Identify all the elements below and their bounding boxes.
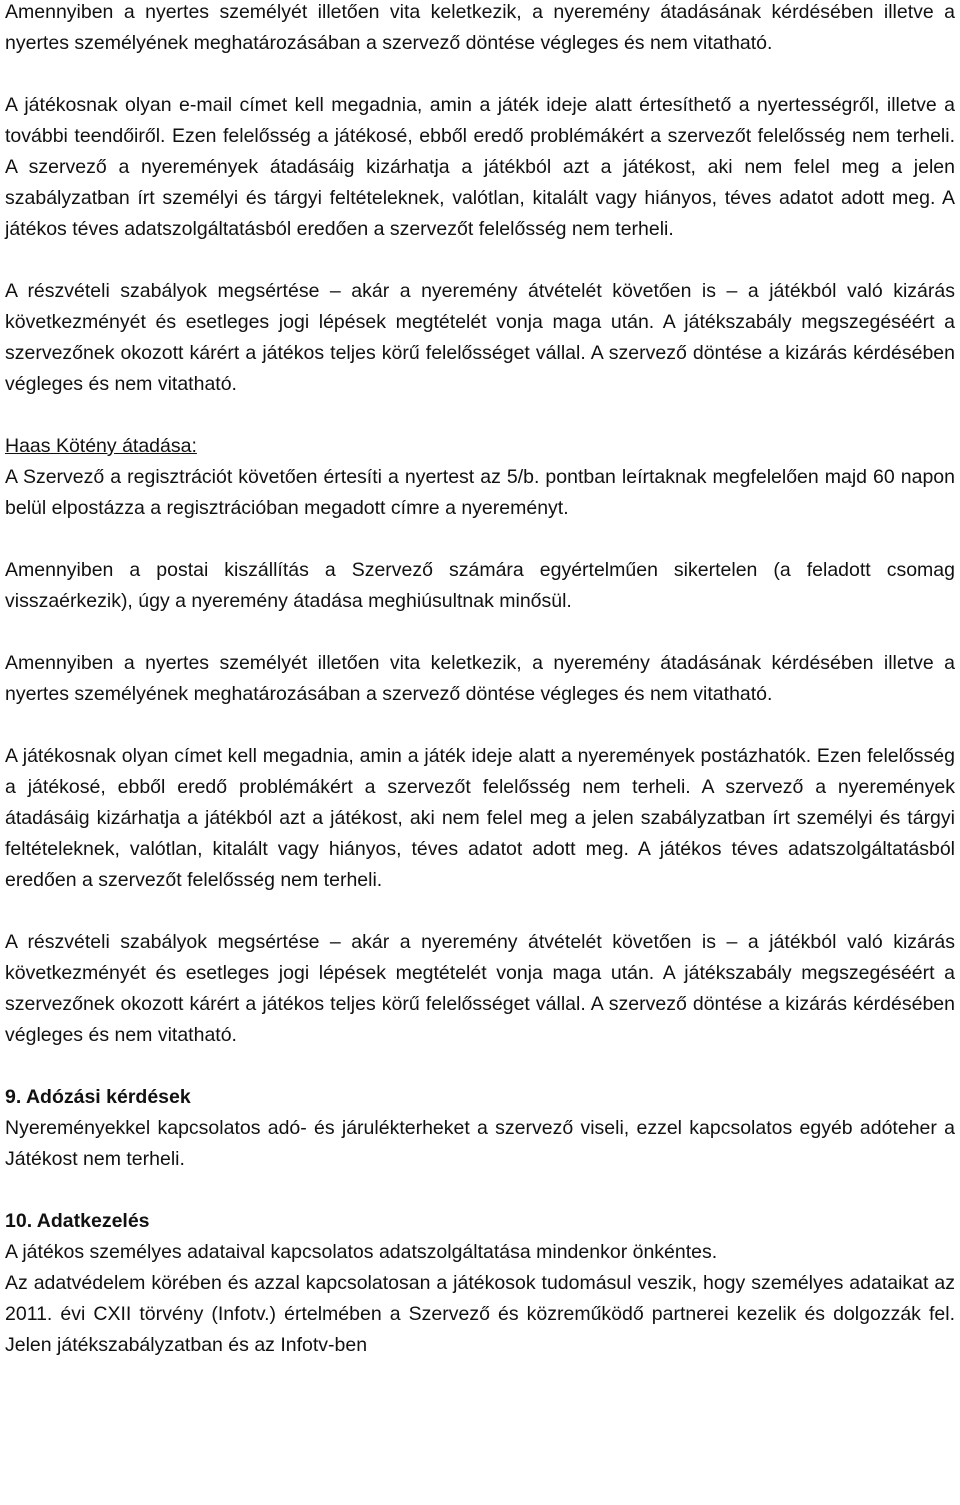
paragraph-organizer-notifies: A Szervező a regisztrációt követően értesíti a nyertest az 5/b. pontban leírtaknak megfelelően majd 60 napon belül elpostázza a regisztrációban megadott címre a nyereményt. — [5, 466, 955, 519]
spacer — [5, 245, 955, 276]
heading-haas-apron-delivery: Haas Kötény átadása: — [5, 435, 197, 457]
spacer — [5, 1051, 955, 1082]
paragraph-data-protection: Az adatvédelem körében és azzal kapcsolatosan a játékosok tudomásul veszik, hogy személyes adataikat az 2011. évi CXII törvény (Infotv.) értelmében a Szervező és közreműködő partnerei kezelik és dolgozzák fel. Jelen játékszabályzatban és az Infotv-ben — [5, 1272, 955, 1356]
paragraph-tax: Nyereményekkel kapcsolatos adó- és járulékterheket a szervező viseli, ezzel kapcsolatos egyéb adóteher a Játékost nem terheli. — [5, 1117, 955, 1170]
document-page — [5, 0, 955, 1361]
spacer — [5, 1175, 955, 1206]
spacer — [5, 59, 955, 90]
paragraph-rules-violation-2: A részvételi szabályok megsértése – akár a nyeremény átvételét követően is – a játékból való kizárás következményét és esetleges jogi lépések megtételét vonja maga után. A játékszabály megszegéséért a szervezőnek okozott kárért a játékos teljes körű felelősséget vállal. A szervező döntése a kizárás kérdésében végleges és nem vitatható. — [5, 931, 955, 1046]
paragraph-email-address: A játékosnak olyan e-mail címet kell megadnia, amin a játék ideje alatt értesíthető a nyertességről, illetve a további teendőiről. Ezen felelősség a játékosé, ebből eredő problémákért a szervezőt felelősség nem terheli. A szervező a nyeremények átadásáig kizárhatja a játékból azt a játékost, aki nem felel meg a jelen szabályzatban írt személyi és tárgyi feltételeknek, valótlan, kitalált vagy hiányos, téves adatot adott meg. A játékos téves adatszolgáltatásból eredően a szervezőt felelősség nem terheli. — [5, 94, 955, 240]
section-heading-tax: 9. Adózási kérdések — [5, 1086, 191, 1108]
paragraph-dispute-2: Amennyiben a nyertes személyét illetően vita keletkezik, a nyeremény átadásának kérdésében illetve a nyertes személyének meghatározásában a szervező döntése végleges és nem vitatható. — [5, 652, 955, 705]
spacer — [5, 896, 955, 927]
spacer — [5, 524, 955, 555]
spacer — [5, 400, 955, 431]
paragraph-postal-address: A játékosnak olyan címet kell megadnia, amin a játék ideje alatt a nyeremények postázhatók. Ezen felelősség a játékosé, ebből eredő problémákért a szervezőt felelősség nem terheli. A szervező a nyeremények átadásáig kizárhatja a játékból azt a játékost, aki nem felel meg a jelen szabályzatban írt személyi és tárgyi feltételeknek, valótlan, kitalált vagy hiányos, téves adatot adott meg. A játékos téves adatszolgáltatásból eredően a szervezőt felelősség nem terheli. — [5, 745, 955, 891]
paragraph-dispute-1: Amennyiben a nyertes személyét illetően vita keletkezik, a nyeremény átadásának kérdésében illetve a nyertes személyének meghatározásában a szervező döntése végleges és nem vitatható. — [5, 1, 955, 54]
paragraph-postal-delivery: Amennyiben a postai kiszállítás a Szervező számára egyértelműen sikertelen (a feladott csomag visszaérkezik), úgy a nyeremény átadása meghiúsultnak minősül. — [5, 559, 955, 612]
paragraph-rules-violation-1: A részvételi szabályok megsértése – akár a nyeremény átvételét követően is – a játékból való kizárás következményét és esetleges jogi lépések megtételét vonja maga után. A játékszabály megszegéséért a szervezőnek okozott kárért a játékos teljes körű felelősséget vállal. A szervező döntése a kizárás kérdésében végleges és nem vitatható. — [5, 280, 955, 395]
section-heading-data-handling: 10. Adatkezelés — [5, 1210, 150, 1232]
spacer — [5, 710, 955, 741]
paragraph-voluntary-data: A játékos személyes adataival kapcsolatos adatszolgáltatása mindenkor önkéntes. — [5, 1241, 718, 1263]
spacer — [5, 617, 955, 648]
